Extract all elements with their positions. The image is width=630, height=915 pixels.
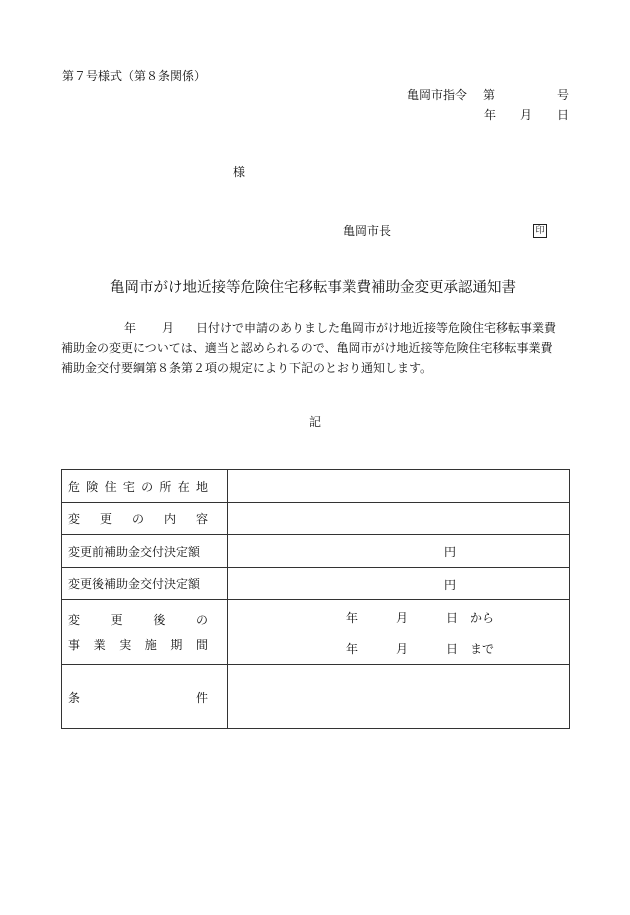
value-conditions[interactable] bbox=[228, 665, 570, 729]
seal-mark: 印 bbox=[533, 224, 547, 238]
value-period[interactable] bbox=[228, 600, 570, 665]
table-row bbox=[62, 470, 570, 503]
yen-unit: 円 bbox=[444, 578, 457, 592]
label-change-content: 変 更 の 内 容 bbox=[62, 503, 228, 535]
period-start: 年 月 日 から bbox=[346, 611, 495, 625]
issuer-go: 号 bbox=[557, 88, 570, 102]
label-amount-before: 変更前補助金交付決定額 bbox=[62, 535, 228, 568]
body-line-2: 補助金の変更については、適当と認められるので、亀岡市がけ地近接等危険住宅移転事業費 bbox=[61, 341, 553, 355]
value-amount-before[interactable] bbox=[228, 535, 570, 568]
document-title: 亀岡市がけ地近接等危険住宅移転事業費補助金変更承認通知書 bbox=[110, 280, 516, 296]
addressee-honorific: 様 bbox=[233, 165, 246, 179]
label-period: 変 更 後 の 事 業 実 施 期 間 bbox=[62, 600, 228, 665]
value-location[interactable] bbox=[228, 470, 570, 503]
body-paragraph bbox=[61, 318, 586, 378]
table-row bbox=[62, 535, 570, 568]
label-amount-after: 変更後補助金交付決定額 bbox=[62, 568, 228, 600]
issuer-name: 亀岡市指令 bbox=[407, 88, 468, 102]
details-table bbox=[61, 469, 570, 729]
label-conditions: 条 件 bbox=[62, 665, 228, 729]
issue-month: 月 bbox=[520, 108, 533, 122]
issuer-dai: 第 bbox=[483, 88, 496, 102]
table-row bbox=[62, 568, 570, 600]
value-change-content[interactable] bbox=[228, 503, 570, 535]
issue-year: 年 bbox=[484, 108, 497, 122]
ki-heading: 記 bbox=[309, 415, 322, 429]
yen-unit: 円 bbox=[444, 545, 457, 559]
signer-title: 亀岡市長 bbox=[343, 224, 392, 238]
period-end: 年 月 日 まで bbox=[346, 642, 495, 656]
table-row bbox=[62, 503, 570, 535]
value-amount-after[interactable] bbox=[228, 568, 570, 600]
table-row bbox=[62, 600, 570, 665]
body-line-1: 年 月 日付けで申請のありました亀岡市がけ地近接等危険住宅移転事業費 bbox=[124, 321, 557, 335]
body-line-3: 補助金交付要綱第８条第２項の規定により下記のとおり通知します。 bbox=[61, 361, 433, 375]
table-row bbox=[62, 665, 570, 729]
form-number: 第７号様式（第８条関係） bbox=[62, 69, 207, 83]
issue-day: 日 bbox=[557, 108, 570, 122]
label-location: 危 険 住 宅 の 所 在 地 bbox=[62, 470, 228, 503]
